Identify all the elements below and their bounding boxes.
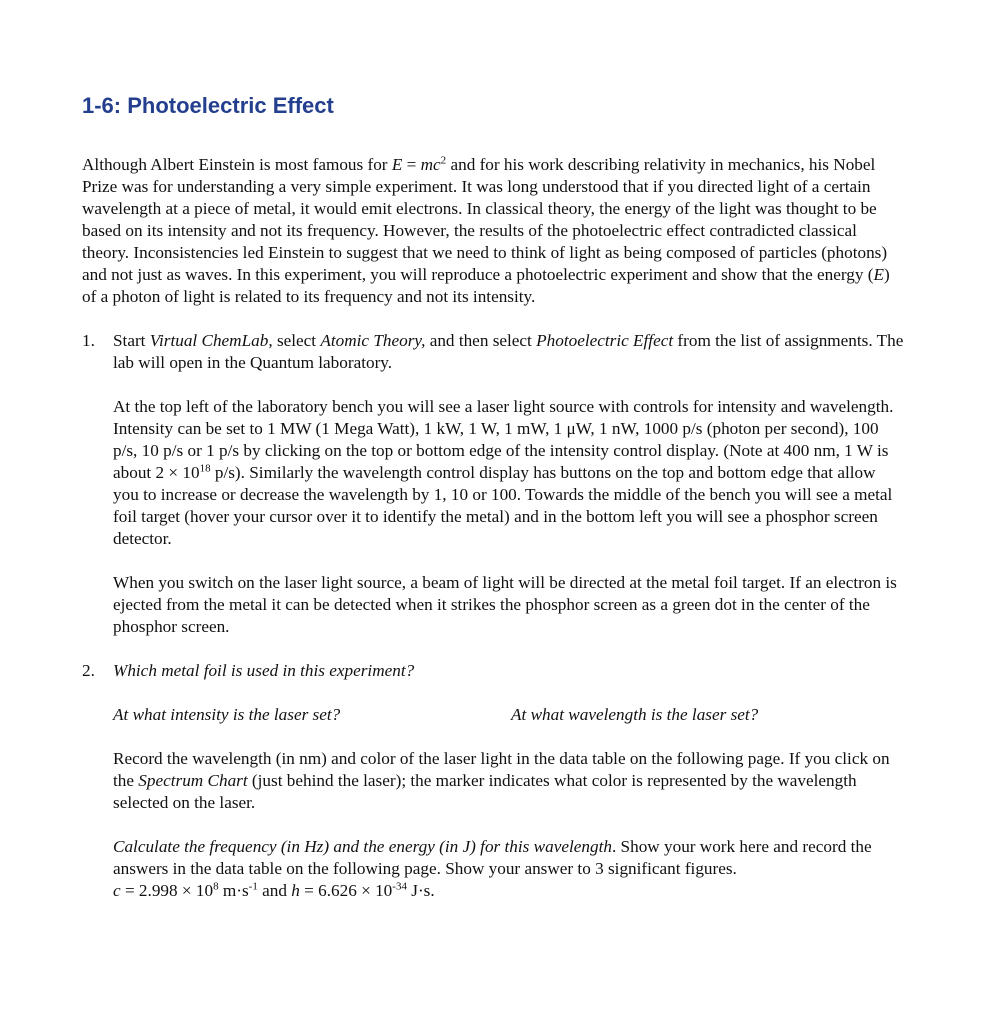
equation-equals: = [402,155,421,174]
text: Start [113,331,150,350]
step1-paragraph-3: When you switch on the laser light source, a beam of light will be directed at the metal foil target. If an electron is ejected from the metal it can be detected when it strikes the phosphor screen as a green dot in the center of the phosphor screen. [113,573,897,636]
intro-text: ) of a photon of light is related to its frequency and not its intensity. [82,265,890,306]
equation-exponent: 2 [440,154,447,167]
assignment-name: Photoelectric Effect [536,331,674,350]
module-name: Atomic Theory, [320,331,426,350]
text: m·s [218,881,249,900]
text: J·s. [406,881,435,900]
software-name: Virtual ChemLab, [149,331,273,350]
intro-text: Although Albert Einstein is most famous for [82,155,392,174]
intro-paragraph [82,154,904,308]
step-number: 2. [82,661,95,680]
text: = 2.998 × 10 [120,881,214,900]
text: and [257,881,292,900]
exponent: -1 [248,880,258,893]
document-page [82,92,904,902]
intro-text: and for his work describing relativity in mechanics, his Nobel Prize was for understanding a very simple experiment. It was long understood that if you directed light of a certain wavelength at a piece of metal, it would emit electrons. In classical theory, the energy of the light was thought to be based on its intensity and not its frequency. However, the results of the photoelectric effect contradicted classical theory. Inconsistencies led Einstein to suggest that we need to think of light as being composed of particles (photons) and not just as waves. In this experiment, you will reproduce a photoelectric experiment and show that the energy ( [82,155,888,284]
text: select [272,331,321,350]
step1-paragraph-1 [113,330,904,374]
step2-paragraph-record [113,748,904,814]
text: Record the wavelength (in nm) and color of the laser light in the data table on the following page. If you click on the [113,749,890,790]
text: from the list of assignments. The lab will open in the Quantum laboratory. [113,331,904,372]
spectrum-chart-term: Spectrum Chart [138,771,248,790]
exponent: -34 [392,880,407,893]
text: . Show your work here and record the answers in the data table on the following page. Show your answer to 3 significant figures. [113,837,872,878]
step2-paragraph-calculate [113,836,904,902]
constant-c: c [113,881,121,900]
text: p/s). Similarly the wavelength control display has buttons on the top and bottom edge that allow you to increase or decrease the wavelength by 1, 10 or 100. Towards the middle of the bench you will see a metal foil target (hover your cursor over it to identify the metal) and in the bottom left you will see a phosphor screen detector. [113,463,893,548]
step-1 [82,330,904,638]
exponent: 18 [199,462,211,475]
step1-paragraph-2 [113,396,904,550]
constant-h: h [291,881,300,900]
step-2 [82,660,904,902]
text: At the top left of the laboratory bench you will see a laser light source with controls for intensity and wavelength. Intensity can be set to 1 MW (1 Mega Watt), 1 kW, 1 W, 1 mW, 1 μW, 1 nW, 1000 p/s (photon per second), 100 p/s, 10 p/s or 1 p/s by clicking on the top or bottom edge of the intensity control display. (Note at 400 nm, 1 W is about 2 × 10 [113,397,894,482]
equation-mc: mc [420,155,441,174]
question-metal-foil: Which metal foil is used in this experiment? [113,661,415,680]
calculate-instruction: Calculate the frequency (in Hz) and the energy (in J) for this wavelength [113,837,612,856]
question-row [113,704,904,726]
energy-variable: E [873,265,885,284]
exponent: 8 [213,880,219,893]
question-intensity: At what intensity is the laser set? [113,705,341,724]
text: (just behind the laser); the marker indicates what color is represented by the wavelength selected on the laser. [113,771,857,812]
text: and then select [425,331,537,350]
step-number: 1. [82,331,95,350]
text: = 6.626 × 10 [299,881,393,900]
question-wavelength: At what wavelength is the laser set? [511,705,759,724]
page-title: 1-6: Photoelectric Effect [82,93,334,118]
equation-var-e: E [391,155,403,174]
